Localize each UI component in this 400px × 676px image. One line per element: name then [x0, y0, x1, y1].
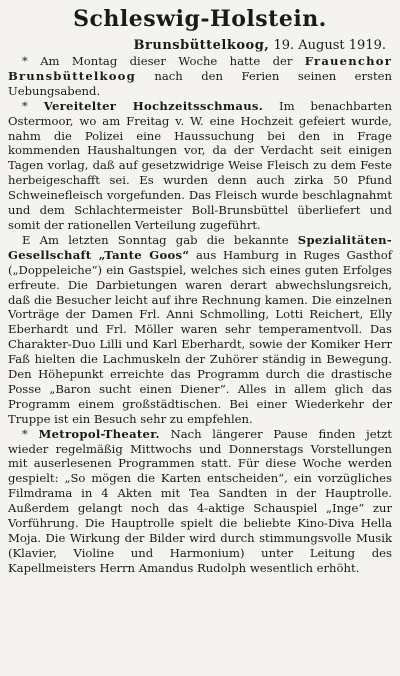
article-lead: Vereitelter Hochzeitsschmaus.	[43, 98, 264, 113]
dateline	[8, 38, 386, 54]
article-text: Am letzten Sonntag gab die bekannte	[30, 232, 298, 247]
article-marker: E	[22, 232, 31, 247]
article-text: Nach längerer Pause finden jetzt wieder regelmäßig Mittwochs und Donnerstags Vorstellungen mit auserlesenen Programmen statt. Für diese Woche werden gespielt: „So mögen die Karten entscheiden“, ein vorzügliches Filmdrama in 4 Akten mit Tea Sandten in der Hauptrolle. Außerdem gelangt noch das 4-aktige Schauspiel „Inge“ zur Vorführung. Die Hauptrolle spielt die beliebte Kino-Diva Hella Moja. Die Wirkung der Bilder wird durch stimmungsvolle Musik (Klavier, Violine und Harmonium) unter Leitung des Kapellmeisters Herrn Amandus Rudolph wesentlich erhöht.	[8, 426, 393, 575]
article-marker: *	[22, 98, 28, 113]
section-masthead: Schleswig-Holstein.	[73, 6, 327, 32]
article-text: nach den Ferien seinen ersten Uebungsabend.	[8, 68, 392, 98]
article-marker: *	[22, 54, 28, 68]
dateline-date: 19. August 1919.	[273, 38, 386, 53]
dateline-place: Brunsbüttelkoog,	[133, 38, 270, 53]
article-lead: Metropol-Theater.	[38, 426, 160, 441]
article-hochzeitsschmaus	[8, 99, 392, 233]
article-marker: *	[22, 426, 28, 441]
article-highlight: Frauenchor Brunsbüttelkoog	[8, 54, 393, 83]
article-text: aus Hamburg in Ruges Gasthof („Doppeleiche“) ein Gastspiel, welches sich eines guten Erfolges erfreute. Die Darbietungen waren derart abwechslungsreich, daß die Besucher leicht auf ihre Rechnung kamen. Die einzelnen Vorträge der Damen Frl. Anni Schmolling, Lotti Reichert, Elly Eberhardt und Frl. Möller waren sehr temperamentvoll. Das Charakter-Duo Lilli und Karl Eberhardt, sowie der Komiker Herr Faß hielten die Lachmuskeln der Zuhörer ständig in Bewegung. Den Höhepunkt erreichte das Programm durch die drastische Posse „Baron sucht einen Diener“. Alles in allem glich das Programm einem großstädtischen. Bei einer Wiederkehr der Truppe ist ein Besuch sehr zu empfehlen.	[8, 247, 392, 426]
article-tante-goos	[8, 233, 392, 427]
article-metropol-theater	[8, 427, 392, 576]
article-lead: Spezialitäten-Gesellschaft „Tante Goos“	[8, 232, 392, 262]
article-text: Im benachbarten Ostermoor, wo am Freitag v. W. eine Hochzeit gefeiert wurde, nahm die Polizei eine Haussuchung bei den in Frage kommenden Haushaltungen vor, da der Verdacht seit einigen Tagen vorlag, daß auf gesetzwidrige Weise Fleisch zu dem Feste herbeigeschafft sei. Es wurden denn auch zirka 50 Pfund Schweinefleisch vorgefunden. Das Fleisch wurde beschlagnahmt und dem Schlachtermeister Boll-Brunsbüttel überliefert und somit der rationellen Verteilung zugeführt.	[8, 98, 392, 232]
article-frauenchor	[8, 54, 392, 99]
article-text: Am Montag dieser Woche hatte der	[40, 54, 305, 68]
